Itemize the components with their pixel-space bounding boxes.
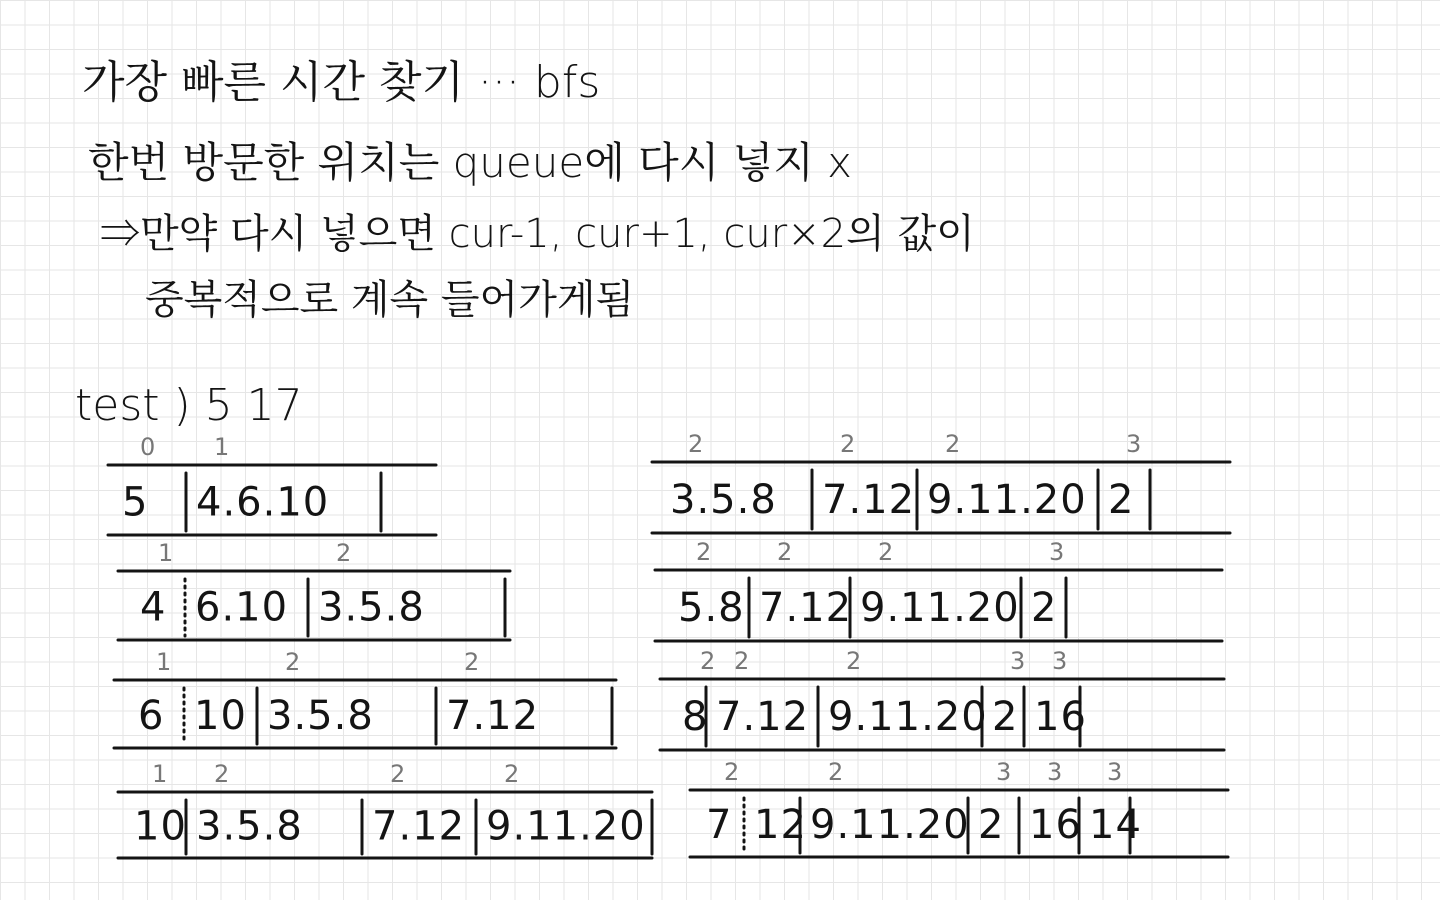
queue-cell-value: 8 — [682, 694, 709, 741]
queue-depth-label: 3 — [1126, 430, 1142, 458]
queue-cell-value: 3.5.8 — [670, 477, 777, 524]
queue-cell-value: 5.8 — [678, 585, 745, 632]
queue-depth-label: 2 — [285, 648, 301, 676]
queue-depth-label: 2 — [464, 648, 480, 676]
queue-depth-label: 2 — [390, 760, 406, 788]
queue-cell-value: 14 — [1089, 802, 1142, 849]
queue-depth-label: 1 — [152, 760, 168, 788]
queue-depth-label: 2 — [734, 647, 750, 675]
queue-cell-value: 2 — [978, 802, 1005, 849]
queue-depth-label: 3 — [1049, 538, 1065, 566]
queue-depth-label: 2 — [696, 538, 712, 566]
queue-depth-label: 3 — [1052, 647, 1068, 675]
queue-strip — [118, 539, 510, 640]
queue-cell-value: 9.11.20 — [860, 585, 1020, 632]
queue-depth-label: 3 — [996, 758, 1012, 786]
queue-cell-value: 3.5.8 — [196, 803, 303, 850]
queue-depth-label: 0 — [140, 433, 156, 461]
queue-strip — [108, 433, 436, 535]
queue-cell-value: 6 — [138, 692, 165, 739]
queue-depth-label: 1 — [156, 648, 172, 676]
queue-cell-value: 16 — [1029, 802, 1082, 849]
queue-strip — [118, 760, 652, 858]
queue-cell-value: 10 — [134, 803, 187, 850]
queue-depth-label: 2 — [777, 538, 793, 566]
queue-cell-value: 9.11.20 — [486, 803, 646, 850]
queue-depth-label: 2 — [724, 758, 740, 786]
note-line-bfs-title: 가장 빠른 시간 찾기 ··· bfs — [82, 57, 601, 108]
queue-depth-label: 2 — [828, 758, 844, 786]
queue-cell-value: 7.12 — [372, 803, 466, 850]
queue-cell-value: 2 — [1108, 477, 1135, 524]
queue-cell-value: 7 — [706, 802, 733, 849]
queue-depth-label: 2 — [336, 539, 352, 567]
queue-depth-label: 2 — [214, 760, 230, 788]
queue-strip — [655, 538, 1222, 641]
queue-depth-label: 3 — [1010, 647, 1026, 675]
queue-cell-value: 3.5.8 — [267, 692, 374, 739]
queue-depth-label: 3 — [1047, 758, 1063, 786]
queue-cell-value: 9.11.20 — [927, 477, 1087, 524]
queue-cell-value: 7.12 — [446, 692, 540, 739]
queue-cell-value: 10 — [194, 692, 247, 739]
queue-strip — [114, 648, 616, 748]
queue-depth-label: 3 — [1107, 758, 1123, 786]
queue-cell-value: 2 — [992, 694, 1019, 741]
queue-depth-label: 2 — [945, 430, 961, 458]
queue-depth-label: 2 — [700, 647, 716, 675]
queue-depth-label: 2 — [504, 760, 520, 788]
queue-strip — [660, 647, 1224, 750]
queue-cell-value: 9.11.20 — [810, 802, 970, 849]
queue-cell-value: 7.12 — [716, 694, 810, 741]
queue-cell-value: 7.12 — [822, 477, 916, 524]
queue-cell-value: 5 — [122, 479, 149, 526]
queue-cell-value: 2 — [1031, 585, 1058, 632]
queue-depth-label: 2 — [688, 430, 704, 458]
note-line-duplicate: 중복적으로 계속 들어가게됨 — [145, 277, 635, 323]
queue-depth-label: 2 — [846, 647, 862, 675]
queue-cell-value: 9.11.20 — [828, 694, 988, 741]
queue-cell-value: 3.5.8 — [318, 584, 425, 631]
queue-cell-value: 12 — [754, 802, 807, 849]
queue-depth-label: 2 — [840, 430, 856, 458]
queue-cell-value: 6.10 — [195, 584, 289, 631]
queue-depth-label: 1 — [214, 433, 230, 461]
queue-strip — [690, 758, 1228, 857]
test-case-label: test ) 5 17 — [75, 380, 303, 431]
queue-depth-label: 2 — [878, 538, 894, 566]
queue-cell-value: 7.12 — [759, 585, 853, 632]
note-line-reason: ⇒만약 다시 넣으면 cur-1, cur+1, cur×2의 값이 — [100, 211, 975, 257]
queue-cell-value: 16 — [1034, 694, 1087, 741]
note-line-visited-rule: 한번 방문한 위치는 queue에 다시 넣지 x — [88, 138, 852, 187]
queue-depth-label: 1 — [158, 539, 174, 567]
queue-strip — [652, 430, 1230, 533]
queue-cell-value: 4 — [140, 584, 167, 631]
queue-cell-value: 4.6.10 — [196, 479, 330, 526]
